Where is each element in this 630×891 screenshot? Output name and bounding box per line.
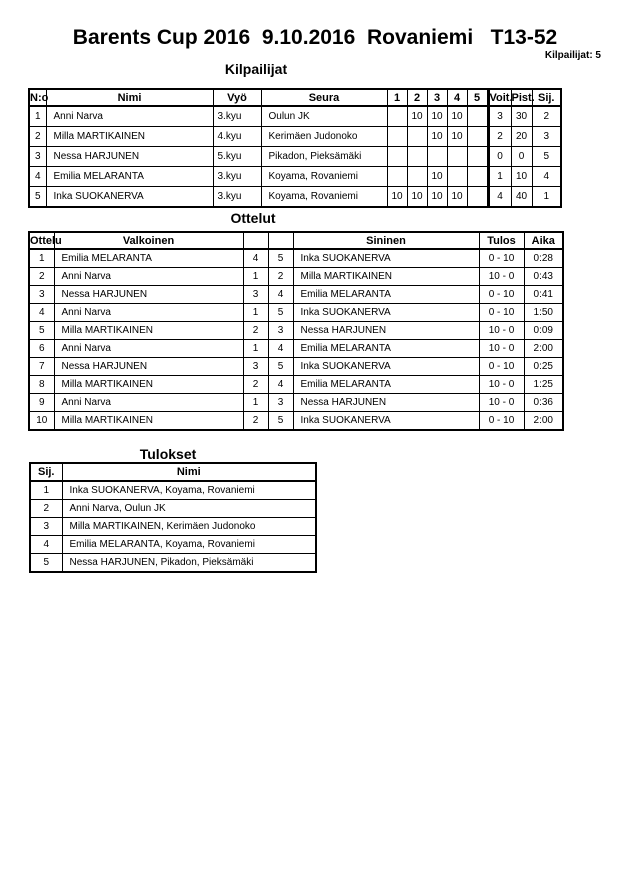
competitor-number: 1 xyxy=(29,106,46,127)
competitor-wins: 3 xyxy=(488,106,511,127)
round-score: 10 xyxy=(427,167,447,187)
result-place: 2 xyxy=(30,500,62,518)
competitors-header-row xyxy=(29,89,561,106)
col-header-white: Valkoinen xyxy=(54,232,243,249)
matches-section-caption: Ottelut xyxy=(230,210,276,226)
match-row xyxy=(29,394,563,412)
match-time: 0:41 xyxy=(524,286,563,304)
match-result: 0 - 10 xyxy=(479,304,524,322)
competitor-points: 10 xyxy=(511,167,532,187)
round-score: 10 xyxy=(427,187,447,208)
result-name: Milla MARTIKAINEN, Kerimäen Judonoko xyxy=(62,518,316,536)
white-competitor-number: 1 xyxy=(243,394,268,412)
white-competitor: Milla MARTIKAINEN xyxy=(54,412,243,431)
col-header-round-5: 5 xyxy=(467,89,488,106)
match-time: 2:00 xyxy=(524,412,563,431)
round-score xyxy=(387,167,407,187)
white-competitor-number: 3 xyxy=(243,358,268,376)
round-score: 10 xyxy=(387,187,407,208)
round-score xyxy=(447,147,467,167)
blue-competitor-number: 4 xyxy=(268,286,293,304)
match-number: 8 xyxy=(29,376,54,394)
col-header-result: Tulos xyxy=(479,232,524,249)
results-header-row xyxy=(30,463,316,481)
col-header-round-4: 4 xyxy=(447,89,467,106)
blue-competitor-number: 5 xyxy=(268,249,293,268)
blue-competitor-number: 4 xyxy=(268,340,293,358)
match-number: 6 xyxy=(29,340,54,358)
round-score xyxy=(387,147,407,167)
match-time: 1:50 xyxy=(524,304,563,322)
result-place: 4 xyxy=(30,536,62,554)
match-row xyxy=(29,249,563,268)
result-row xyxy=(30,536,316,554)
competitors-section-caption: Kilpailijat xyxy=(224,61,288,77)
match-number: 2 xyxy=(29,268,54,286)
round-score: 10 xyxy=(447,106,467,127)
round-score: 10 xyxy=(407,106,427,127)
blue-competitor-number: 5 xyxy=(268,304,293,322)
white-competitor-number: 4 xyxy=(243,249,268,268)
white-competitor-number: 1 xyxy=(243,340,268,358)
matches-header-row xyxy=(29,232,563,249)
competitor-row xyxy=(29,167,561,187)
competitor-points: 40 xyxy=(511,187,532,208)
col-header-place: Sij. xyxy=(30,463,62,481)
col-header-time: Aika xyxy=(524,232,563,249)
match-row xyxy=(29,322,563,340)
blue-competitor: Inka SUOKANERVA xyxy=(293,304,479,322)
col-header-blue-number xyxy=(268,232,293,249)
result-row xyxy=(30,554,316,573)
competitor-row xyxy=(29,127,561,147)
match-time: 2:00 xyxy=(524,340,563,358)
col-header-blue: Sininen xyxy=(293,232,479,249)
competitor-belt: 3.kyu xyxy=(213,106,261,127)
result-row xyxy=(30,500,316,518)
blue-competitor-number: 3 xyxy=(268,394,293,412)
col-header-place: Sij. xyxy=(532,89,561,106)
match-number: 5 xyxy=(29,322,54,340)
white-competitor: Anni Narva xyxy=(54,304,243,322)
competitor-belt: 3.kyu xyxy=(213,167,261,187)
result-name: Emilia MELARANTA, Koyama, Rovaniemi xyxy=(62,536,316,554)
match-result: 10 - 0 xyxy=(479,322,524,340)
match-result: 10 - 0 xyxy=(479,394,524,412)
round-score xyxy=(387,106,407,127)
round-score xyxy=(447,167,467,187)
competitor-number: 5 xyxy=(29,187,46,208)
competitor-belt: 3.kyu xyxy=(213,187,261,208)
competitor-wins: 2 xyxy=(488,127,511,147)
round-score xyxy=(407,127,427,147)
blue-competitor: Emilia MELARANTA xyxy=(293,376,479,394)
competitor-name: Emilia MELARANTA xyxy=(46,167,213,187)
match-number: 1 xyxy=(29,249,54,268)
result-name: Anni Narva, Oulun JK xyxy=(62,500,316,518)
competitor-name: Anni Narva xyxy=(46,106,213,127)
col-header-points: Pist. xyxy=(511,89,532,106)
result-place: 1 xyxy=(30,481,62,500)
matches-table xyxy=(28,231,564,431)
match-time: 0:28 xyxy=(524,249,563,268)
match-number: 10 xyxy=(29,412,54,431)
white-competitor: Nessa HARJUNEN xyxy=(54,358,243,376)
match-result: 10 - 0 xyxy=(479,268,524,286)
blue-competitor: Emilia MELARANTA xyxy=(293,340,479,358)
competitor-wins: 1 xyxy=(488,167,511,187)
round-score xyxy=(467,167,488,187)
match-time: 1:25 xyxy=(524,376,563,394)
round-score: 10 xyxy=(447,127,467,147)
participants-count: Kilpailijat: 5 xyxy=(544,50,601,61)
competitor-number: 3 xyxy=(29,147,46,167)
match-time: 0:09 xyxy=(524,322,563,340)
match-result: 0 - 10 xyxy=(479,286,524,304)
col-header-round-1: 1 xyxy=(387,89,407,106)
white-competitor-number: 2 xyxy=(243,322,268,340)
competitors-table xyxy=(28,88,562,208)
result-place: 3 xyxy=(30,518,62,536)
competitor-belt: 4.kyu xyxy=(213,127,261,147)
white-competitor-number: 2 xyxy=(243,376,268,394)
competitor-club: Koyama, Rovaniemi xyxy=(261,167,387,187)
match-row xyxy=(29,358,563,376)
blue-competitor-number: 3 xyxy=(268,322,293,340)
competitor-place: 4 xyxy=(532,167,561,187)
round-score xyxy=(467,106,488,127)
blue-competitor: Nessa HARJUNEN xyxy=(293,394,479,412)
match-result: 10 - 0 xyxy=(479,376,524,394)
col-header-club: Seura xyxy=(261,89,387,106)
competitor-name: Nessa HARJUNEN xyxy=(46,147,213,167)
col-header-wins: Voit. xyxy=(488,89,511,106)
white-competitor: Anni Narva xyxy=(54,268,243,286)
round-score: 10 xyxy=(427,106,447,127)
competitor-points: 0 xyxy=(511,147,532,167)
round-score xyxy=(387,127,407,147)
blue-competitor: Inka SUOKANERVA xyxy=(293,358,479,376)
competitor-points: 20 xyxy=(511,127,532,147)
match-time: 0:36 xyxy=(524,394,563,412)
blue-competitor-number: 4 xyxy=(268,376,293,394)
white-competitor-number: 1 xyxy=(243,304,268,322)
result-row xyxy=(30,518,316,536)
competitor-belt: 5.kyu xyxy=(213,147,261,167)
competitor-name: Inka SUOKANERVA xyxy=(46,187,213,208)
match-row xyxy=(29,268,563,286)
white-competitor: Milla MARTIKAINEN xyxy=(54,322,243,340)
round-score: 10 xyxy=(407,187,427,208)
white-competitor: Anni Narva xyxy=(54,394,243,412)
competitor-row xyxy=(29,106,561,127)
round-score xyxy=(407,167,427,187)
match-row xyxy=(29,376,563,394)
match-number: 9 xyxy=(29,394,54,412)
match-row xyxy=(29,340,563,358)
match-row xyxy=(29,412,563,431)
competitor-place: 2 xyxy=(532,106,561,127)
competitor-number: 4 xyxy=(29,167,46,187)
match-row xyxy=(29,286,563,304)
competitor-points: 30 xyxy=(511,106,532,127)
blue-competitor-number: 5 xyxy=(268,412,293,431)
round-score: 10 xyxy=(447,187,467,208)
match-result: 10 - 0 xyxy=(479,340,524,358)
match-result: 0 - 10 xyxy=(479,358,524,376)
competitor-row xyxy=(29,187,561,208)
match-result: 0 - 10 xyxy=(479,412,524,431)
blue-competitor-number: 2 xyxy=(268,268,293,286)
competitor-club: Koyama, Rovaniemi xyxy=(261,187,387,208)
col-header-round-3: 3 xyxy=(427,89,447,106)
results-section-caption: Tulokset xyxy=(139,446,197,462)
competitor-place: 5 xyxy=(532,147,561,167)
match-time: 0:25 xyxy=(524,358,563,376)
col-header-no: N:o xyxy=(29,89,46,106)
col-header-belt: Vyö xyxy=(213,89,261,106)
match-number: 7 xyxy=(29,358,54,376)
competitor-club: Oulun JK xyxy=(261,106,387,127)
result-row xyxy=(30,481,316,500)
competitor-club: Kerimäen Judonoko xyxy=(261,127,387,147)
white-competitor-number: 1 xyxy=(243,268,268,286)
white-competitor: Nessa HARJUNEN xyxy=(54,286,243,304)
match-row xyxy=(29,304,563,322)
round-score xyxy=(407,147,427,167)
blue-competitor: Inka SUOKANERVA xyxy=(293,412,479,431)
round-score xyxy=(467,187,488,208)
col-header-name: Nimi xyxy=(62,463,316,481)
white-competitor: Milla MARTIKAINEN xyxy=(54,376,243,394)
competitor-row xyxy=(29,147,561,167)
white-competitor: Anni Narva xyxy=(54,340,243,358)
competitor-club: Pikadon, Pieksämäki xyxy=(261,147,387,167)
page-title: Barents Cup 2016 9.10.2016 Rovaniemi T13-52 xyxy=(72,26,558,49)
results-table xyxy=(29,462,317,573)
competitor-place: 3 xyxy=(532,127,561,147)
blue-competitor-number: 5 xyxy=(268,358,293,376)
result-name: Inka SUOKANERVA, Koyama, Rovaniemi xyxy=(62,481,316,500)
competitor-name: Milla MARTIKAINEN xyxy=(46,127,213,147)
col-header-match-no: Ottelu xyxy=(29,232,54,249)
white-competitor: Emilia MELARANTA xyxy=(54,249,243,268)
col-header-white-number xyxy=(243,232,268,249)
competitor-wins: 4 xyxy=(488,187,511,208)
competitor-wins: 0 xyxy=(488,147,511,167)
match-result: 0 - 10 xyxy=(479,249,524,268)
competitor-place: 1 xyxy=(532,187,561,208)
blue-competitor: Inka SUOKANERVA xyxy=(293,249,479,268)
round-score xyxy=(467,127,488,147)
white-competitor-number: 2 xyxy=(243,412,268,431)
round-score: 10 xyxy=(427,127,447,147)
match-number: 4 xyxy=(29,304,54,322)
competitor-number: 2 xyxy=(29,127,46,147)
col-header-name: Nimi xyxy=(46,89,213,106)
blue-competitor: Emilia MELARANTA xyxy=(293,286,479,304)
blue-competitor: Nessa HARJUNEN xyxy=(293,322,479,340)
result-place: 5 xyxy=(30,554,62,573)
round-score xyxy=(467,147,488,167)
blue-competitor: Milla MARTIKAINEN xyxy=(293,268,479,286)
col-header-round-2: 2 xyxy=(407,89,427,106)
round-score xyxy=(427,147,447,167)
match-number: 3 xyxy=(29,286,54,304)
white-competitor-number: 3 xyxy=(243,286,268,304)
result-name: Nessa HARJUNEN, Pikadon, Pieksämäki xyxy=(62,554,316,573)
match-time: 0:43 xyxy=(524,268,563,286)
